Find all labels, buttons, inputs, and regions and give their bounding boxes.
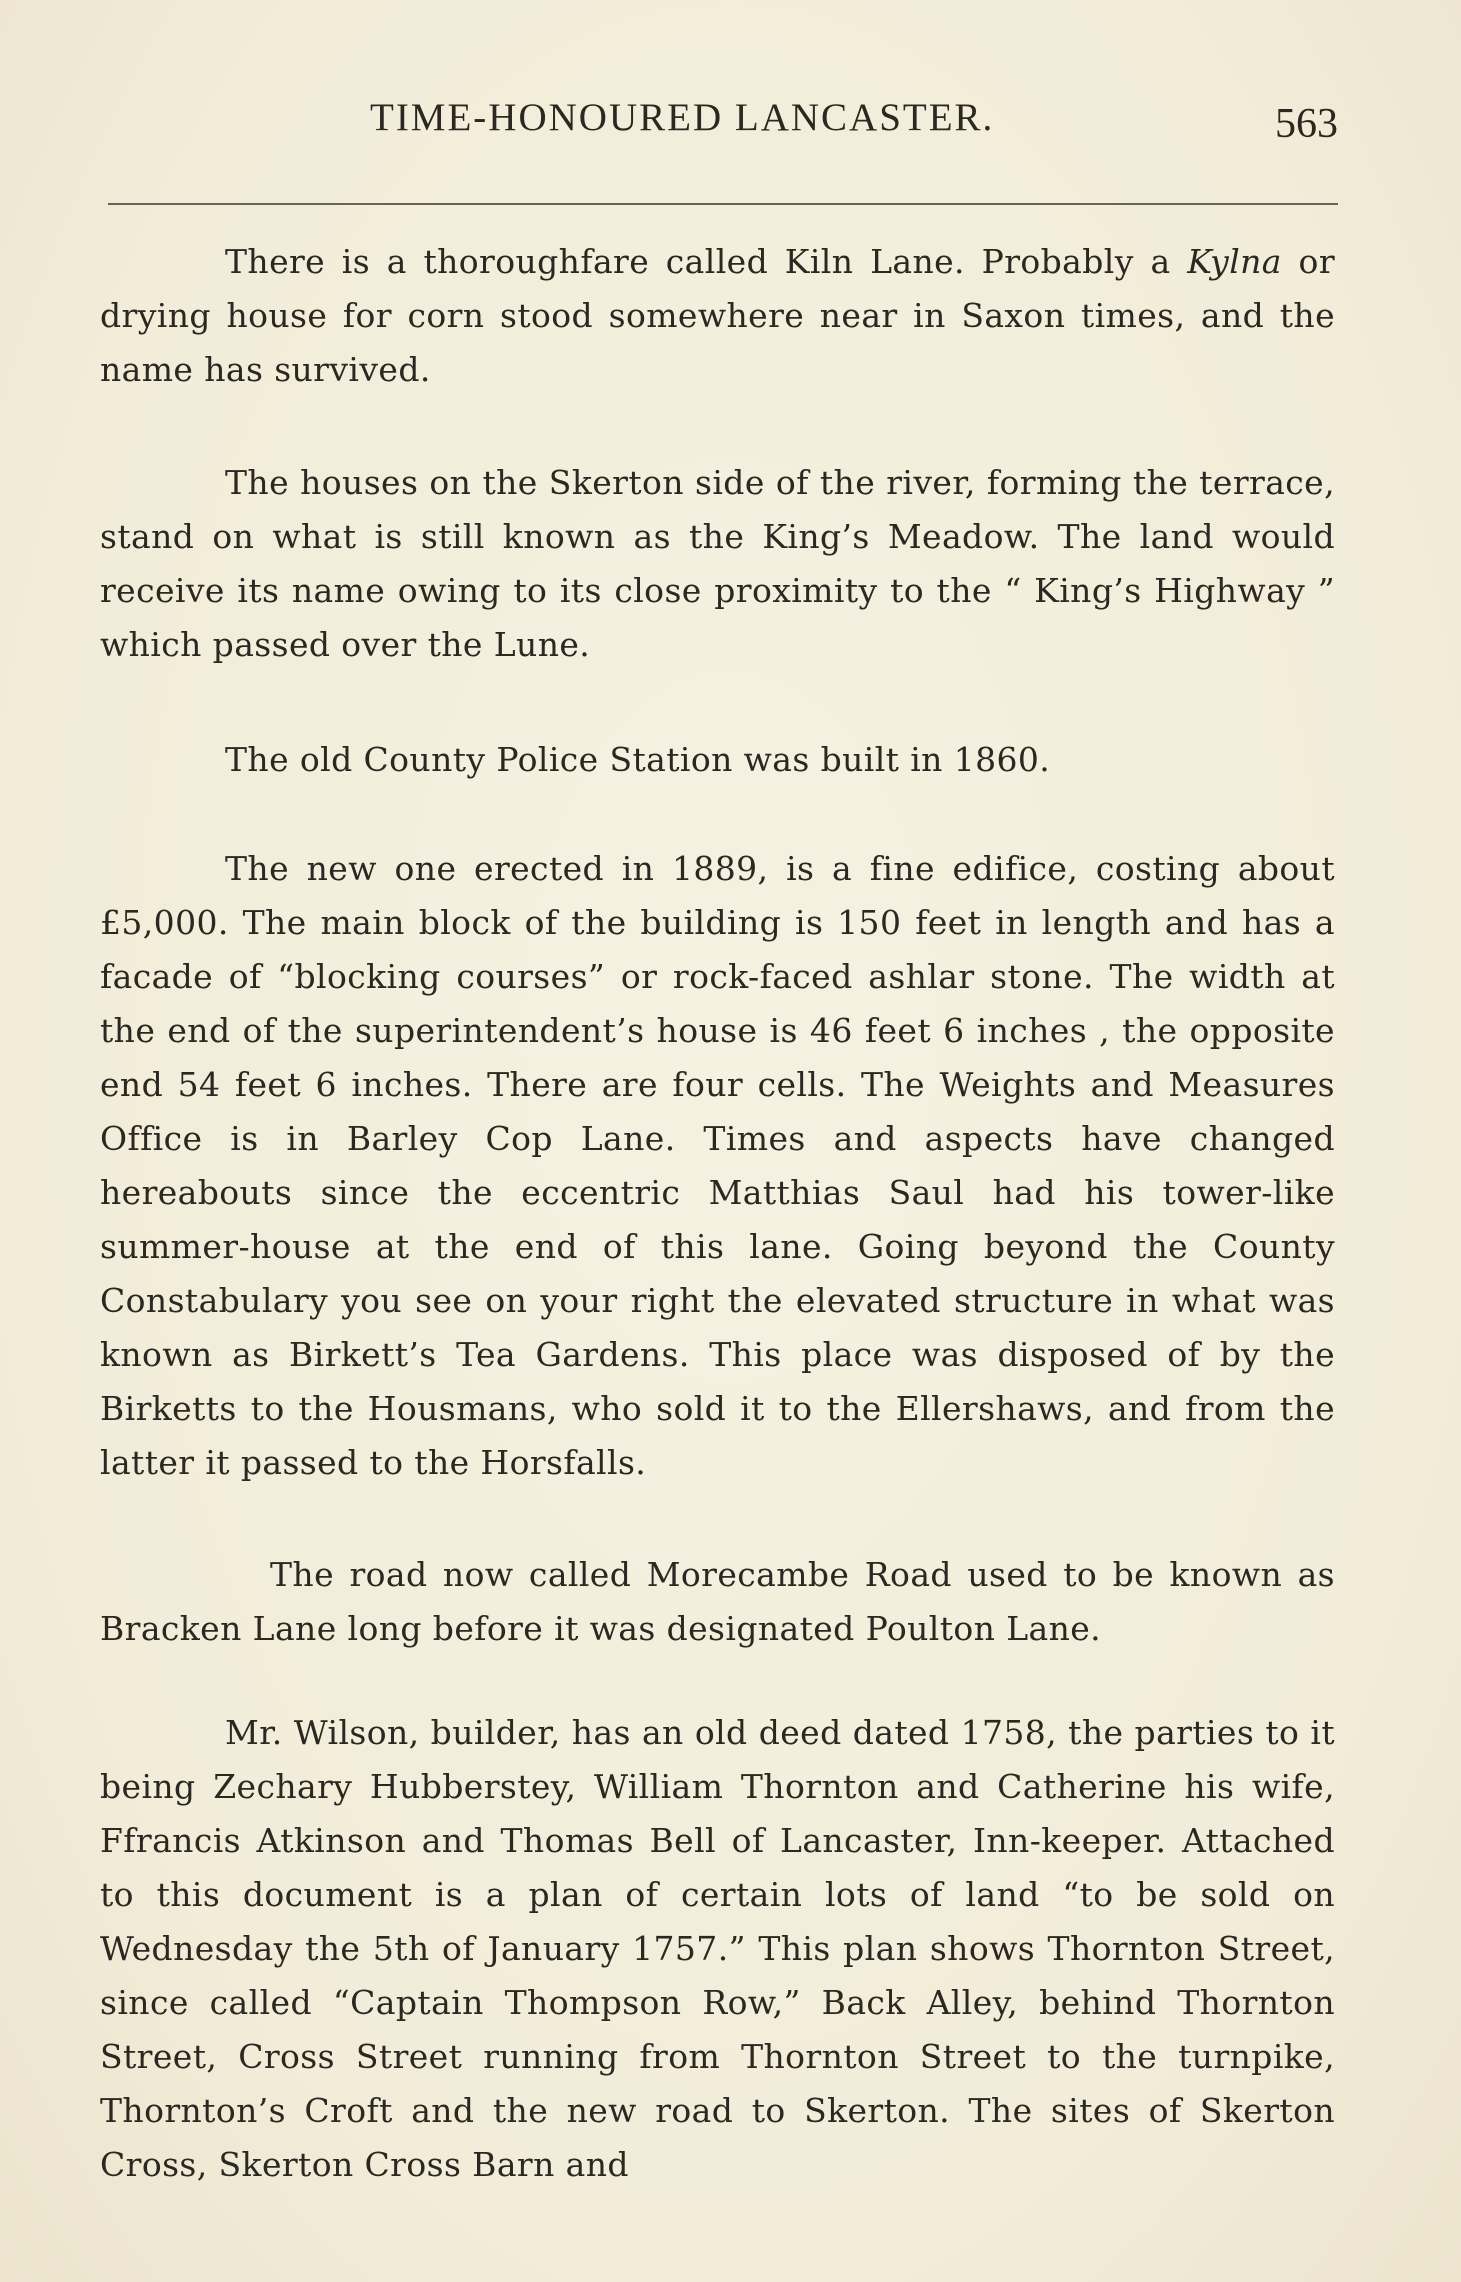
paragraph-old-police-station: The old County Police Station was built in 1860. — [225, 740, 1051, 779]
kylna-word: Kylna — [1187, 242, 1282, 281]
paragraph-new-police-station: The new one erected in 1889, is a fine edifice, costing about £5,000. The main block of the building is 150 feet in length and has a facade of “blocking courses” or rock-faced ashlar stone. The width at the end of the superintendent’s house is 46 feet 6 inches , the opposite end 54 feet 6 inches. There are four cells. The Weights and Measures Office is in Barley Cop Lane. Times and aspects have changed hereabouts since the eccentric Matthias Saul had his tower-like summer-house at the end of this lane. Going beyond the County Constabulary you see on your right the elevated structure in what was known as Birkett’s Tea Gardens. This place was disposed of by the Birketts to the Housmans, who sold it to the Ellershaws, and from the latter it passed to the Horsfalls. — [100, 849, 1335, 1482]
body-text — [100, 235, 1335, 2192]
paragraph-morecambe-road: The road now called Morecambe Road used to be known as Bracken Lane long before it was designated Poulton Lane. — [100, 1555, 1335, 1648]
page-number: 563 — [1275, 101, 1338, 147]
paragraph-kings-meadow: The houses on the Skerton side of the river, forming the terrace, stand on what is still known as the King’s Meadow. The land would receive its name owing to its close proximity to the “ King’s Highway ” which passed over the Lune. — [100, 463, 1335, 664]
paragraph-wilson-deed: Mr. Wilson, builder, has an old deed dated 1758, the parties to it being Zechary Hubberstey, William Thornton and Catherine his wife, Ffrancis Atkinson and Thomas Bell of Lancaster, Inn-keeper. Attached to this document is a plan of certain lots of land “to be sold on Wednesday the 5th of January 1757.” This plan shows Thornton Street, since called “Captain Thompson Row,” Back Alley, behind Thornton Street, Cross Street running from Thornton Street to the turnpike, Thornton’s Croft and the new road to Skerton. The sites of Skerton Cross, Skerton Cross Barn and — [100, 1713, 1335, 2184]
header-rule — [108, 203, 1338, 205]
paragraph-kiln-lane-text-end: or drying house for corn stood somewhere near in Saxon times, and the name has survived. — [100, 242, 1335, 389]
paragraph-kiln-lane — [100, 235, 1335, 397]
paragraph-kiln-lane-text-start: There is a thoroughfare called Kiln Lane. Probably a — [225, 242, 1188, 281]
running-head-title: TIME-HONOURED LANCASTER. — [370, 96, 995, 139]
